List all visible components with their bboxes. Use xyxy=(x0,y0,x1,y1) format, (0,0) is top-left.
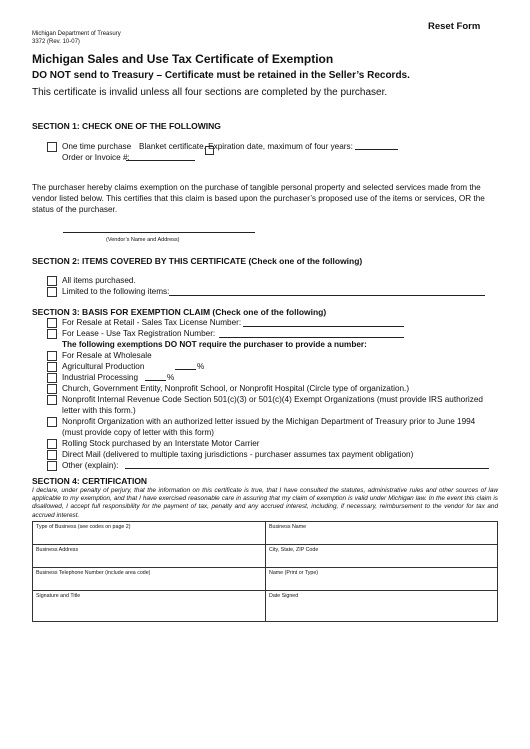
direct-mail-label: Direct Mail (delivered to multiple taxing jurisdictions - purchaser assumes tax payment obligation) xyxy=(62,450,414,459)
form-number: 3372 (Rev. 10-07) xyxy=(32,39,80,45)
signature-title-input[interactable] xyxy=(35,609,263,619)
direct-mail-checkbox[interactable] xyxy=(47,450,57,460)
exemption-claim-text: The purchaser hereby claims exemption on the purchase of tangible personal property and selected services made from the vendor listed below. This certifies that this claim is based upon the purchaser’s proposed use of the items or services, OR the status of the purchaser. xyxy=(32,183,485,214)
vendor-caption: (Vendor’s Name and Address) xyxy=(106,237,180,243)
agricultural-percent-sign: % xyxy=(197,362,205,371)
one-time-purchase-checkbox[interactable] xyxy=(47,142,57,152)
sales-tax-license-field[interactable] xyxy=(243,326,404,327)
type-of-business-input[interactable] xyxy=(35,532,263,542)
business-address-cell[interactable]: Business Address xyxy=(33,545,266,567)
order-invoice-label: Order or Invoice #: xyxy=(62,153,130,162)
city-state-zip-cell[interactable]: City, State, ZIP Code xyxy=(266,545,499,567)
certification-declaration: I declare, under penalty of perjury, that the information on this certificate is true, that I have consulted the statutes, administrative rules and other sources of law applicable to my exemption, and that I have exercised reasonable care in assuring that my claim of exemption is valid under Michigan law. In the event this claim is disallowed, I accept full responsibility for the payment of tax, penalty and any accrued interest, including, if necessary, reimbursement to the vendor for tax and accrued interest. xyxy=(32,487,498,519)
all-items-checkbox[interactable] xyxy=(47,276,57,286)
industrial-percent-field[interactable] xyxy=(145,380,166,381)
type-of-business-cell[interactable]: Type of Business (see codes on page 2) xyxy=(33,522,266,544)
rolling-stock-checkbox[interactable] xyxy=(47,439,57,449)
date-signed-cell[interactable]: Date Signed xyxy=(266,591,499,621)
agricultural-percent-field[interactable] xyxy=(175,369,196,370)
business-name-cell[interactable]: Business Name xyxy=(266,522,499,544)
nonprofit-michigan-label-cont: (must provide copy of letter with this form) xyxy=(62,428,214,437)
limited-items-field[interactable] xyxy=(169,295,485,296)
reset-form-button[interactable]: Reset Form xyxy=(428,21,481,32)
department-name: Michigan Department of Treasury xyxy=(32,31,121,37)
table-row xyxy=(33,591,497,621)
business-telephone-input[interactable] xyxy=(35,578,263,588)
blanket-certificate-label: Blanket certificate. Expiration date, maximum of four years: xyxy=(139,142,353,151)
nonprofit-irs-label: Nonprofit Internal Revenue Code Section 501(c)(3) or 501(c)(4) Exempt Organizations (must provide IRS authorized xyxy=(62,395,483,404)
vendor-name-address-field[interactable] xyxy=(63,232,255,233)
one-time-purchase-label: One time purchase xyxy=(62,142,132,151)
nonprofit-irs-label-cont: letter with this form.) xyxy=(62,406,136,415)
section1-heading: SECTION 1: CHECK ONE OF THE FOLLOWING xyxy=(32,121,221,131)
all-items-label: All items purchased. xyxy=(62,276,136,285)
expiration-date-field[interactable] xyxy=(355,149,398,150)
validity-notice: This certificate is invalid unless all four sections are completed by the purchaser. xyxy=(32,87,388,98)
use-tax-registration-field[interactable] xyxy=(219,337,404,338)
form-header-info xyxy=(32,30,121,46)
nonprofit-michigan-label: Nonprofit Organization with an authorized letter issued by the Michigan Department of Treasury prior to June 1994 xyxy=(62,417,476,426)
section2-heading: SECTION 2: ITEMS COVERED BY THIS CERTIFICATE (Check one of the following) xyxy=(32,256,363,266)
date-signed-input[interactable] xyxy=(268,609,497,619)
business-address-input[interactable] xyxy=(35,555,263,565)
section3-heading: SECTION 3: BASIS FOR EXEMPTION CLAIM (Check one of the following) xyxy=(32,307,327,317)
lease-label: For Lease - Use Tax Registration Number: xyxy=(62,329,216,338)
other-explain-field[interactable] xyxy=(125,468,489,469)
wholesale-checkbox[interactable] xyxy=(47,351,57,361)
city-state-zip-input[interactable] xyxy=(268,555,497,565)
table-row xyxy=(33,568,497,591)
rolling-stock-label: Rolling Stock purchased by an Interstate Motor Carrier xyxy=(62,439,260,448)
church-government-checkbox[interactable] xyxy=(47,384,57,394)
business-telephone-cell[interactable]: Business Telephone Number (include area code) xyxy=(33,568,266,590)
agricultural-checkbox[interactable] xyxy=(47,362,57,372)
limited-items-checkbox[interactable] xyxy=(47,287,57,297)
resale-retail-label: For Resale at Retail - Sales Tax License Number: xyxy=(62,318,242,327)
lease-checkbox[interactable] xyxy=(47,329,57,339)
industrial-label: Industrial Processing xyxy=(62,373,138,382)
table-row xyxy=(33,545,497,568)
other-checkbox[interactable] xyxy=(47,461,57,471)
name-print-cell[interactable]: Name (Print or Type) xyxy=(266,568,499,590)
resale-retail-checkbox[interactable] xyxy=(47,318,57,328)
table-row xyxy=(33,522,497,545)
wholesale-label: For Resale at Wholesale xyxy=(62,351,152,360)
nonprofit-michigan-checkbox[interactable] xyxy=(47,417,57,427)
form-title: Michigan Sales and Use Tax Certificate of Exemption xyxy=(32,52,334,66)
church-government-label: Church, Government Entity, Nonprofit School, or Nonprofit Hospital (Circle type of organization.) xyxy=(62,384,410,393)
agricultural-label: Agricultural Production xyxy=(62,362,145,371)
certification-fields-table xyxy=(32,521,498,622)
nonprofit-irs-checkbox[interactable] xyxy=(47,395,57,405)
limited-items-label: Limited to the following items: xyxy=(62,287,170,296)
no-number-heading: The following exemptions DO NOT require the purchaser to provide a number: xyxy=(62,340,367,349)
other-label: Other (explain): xyxy=(62,461,119,470)
name-print-input[interactable] xyxy=(268,578,497,588)
signature-title-cell[interactable]: Signature and Title xyxy=(33,591,266,621)
industrial-checkbox[interactable] xyxy=(47,373,57,383)
order-invoice-field[interactable] xyxy=(126,160,195,161)
business-name-input[interactable] xyxy=(268,532,497,542)
section4-heading: SECTION 4: CERTIFICATION xyxy=(32,476,148,486)
form-subtitle: DO NOT send to Treasury – Certificate must be retained in the Seller’s Records. xyxy=(32,70,410,81)
industrial-percent-sign: % xyxy=(167,373,175,382)
